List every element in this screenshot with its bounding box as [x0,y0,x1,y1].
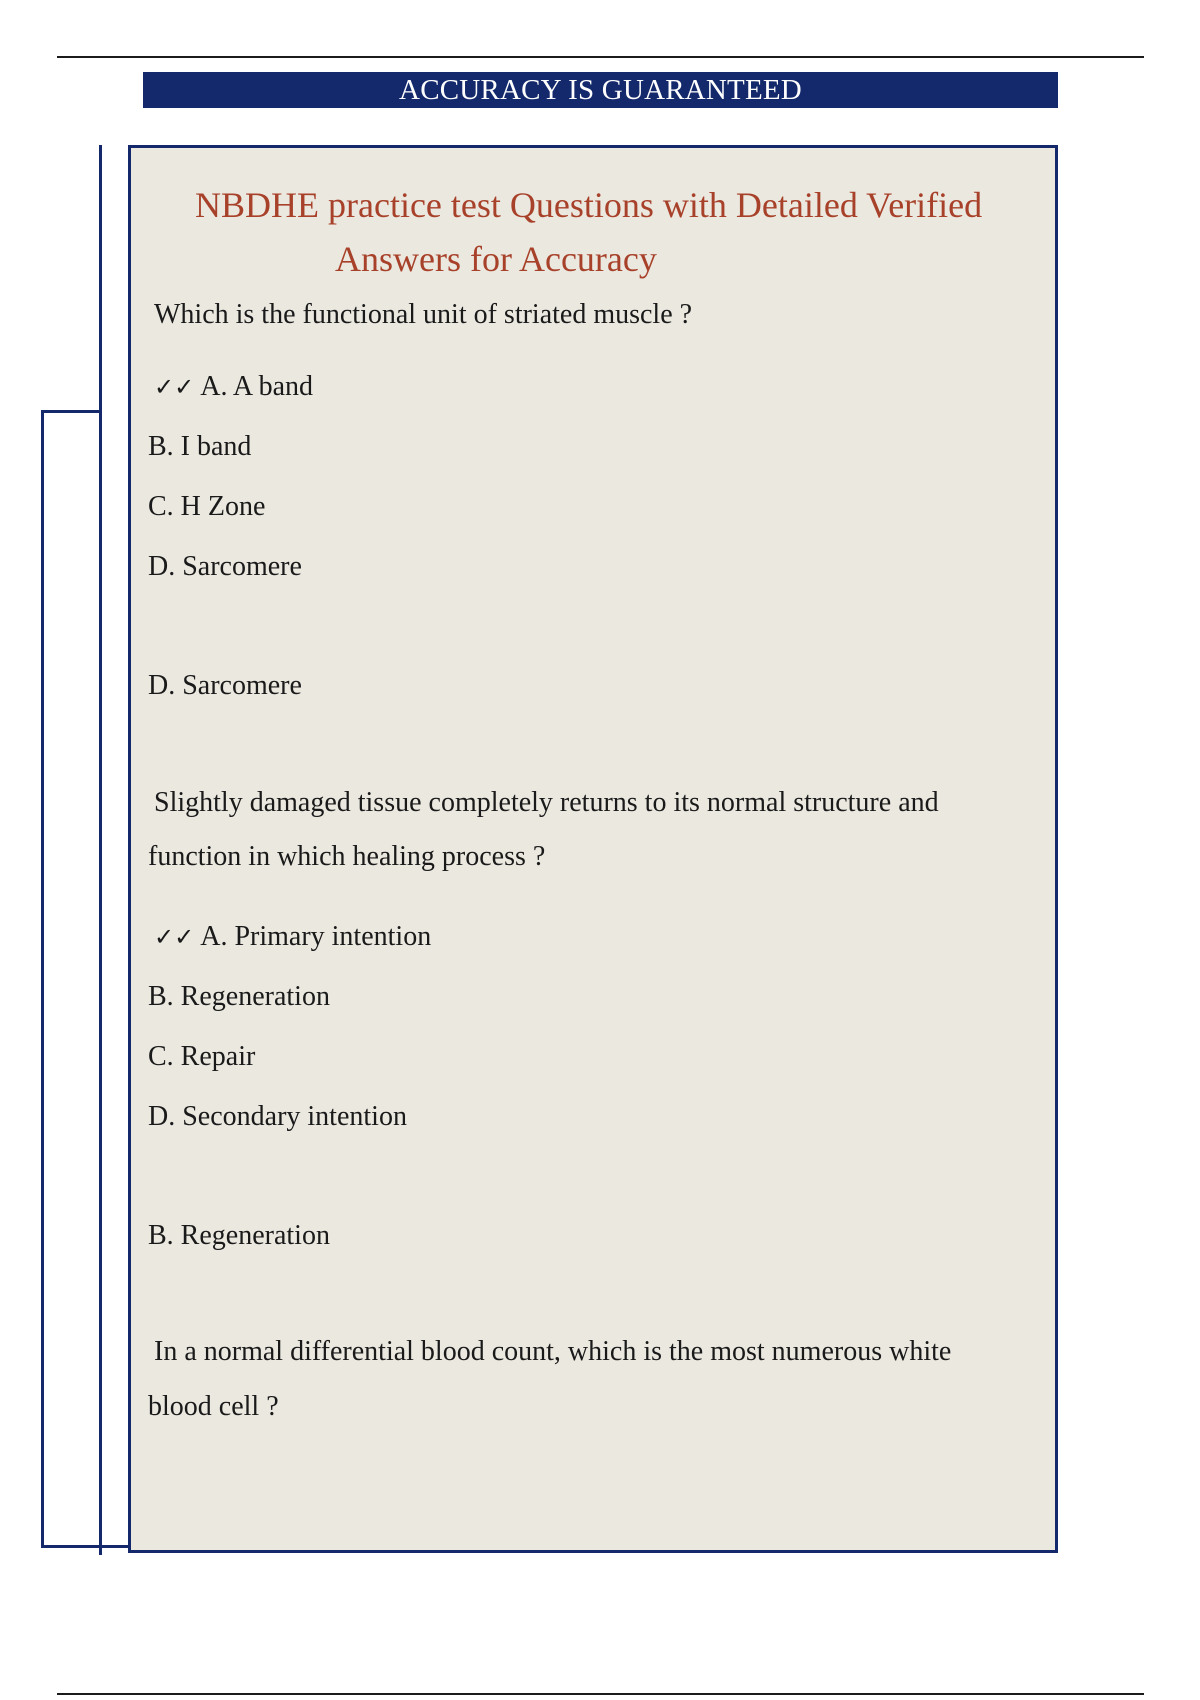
question-1-answer: D. Sarcomere [148,670,302,701]
document-title-line-1: NBDHE practice test Questions with Detailed Verified [195,185,983,225]
question-1-option-d: D. Sarcomere [148,551,302,582]
question-2-option-d: D. Secondary intention [148,1101,407,1132]
question-2-option-b: B. Regeneration [148,981,330,1012]
question-2-option-a [154,920,431,954]
double-check-icon: ✓✓ [154,923,195,951]
question-card [128,145,1058,1553]
question-3-text-line-2: blood cell ? [148,1391,279,1422]
question-2-answer: B. Regeneration [148,1220,330,1251]
accuracy-banner: ACCURACY IS GUARANTEED [143,72,1058,108]
bracket-outer-line [41,410,44,1548]
double-check-icon: ✓✓ [154,373,195,401]
option-label: A. A band [200,371,313,402]
document-title-line-2: Answers for Accuracy [335,239,657,279]
question-3-text-line-1: In a normal differential blood count, which is the most numerous white [154,1336,952,1367]
question-2-option-c: C. Repair [148,1041,256,1072]
question-1-option-a [154,370,313,404]
question-2-text-line-1: Slightly damaged tissue completely returns to its normal structure and [154,787,939,818]
question-1-option-b: B. I band [148,431,252,462]
question-2-text-line-2: function in which healing process ? [148,841,546,872]
question-1-text: Which is the functional unit of striated muscle ? [154,299,693,330]
top-rule [57,56,1144,58]
bottom-rule [57,1693,1144,1695]
option-label: A. Primary intention [200,921,432,952]
question-1-option-c: C. H Zone [148,491,266,522]
bracket-vertical-line [99,145,102,1555]
bracket-top-line [41,410,101,413]
